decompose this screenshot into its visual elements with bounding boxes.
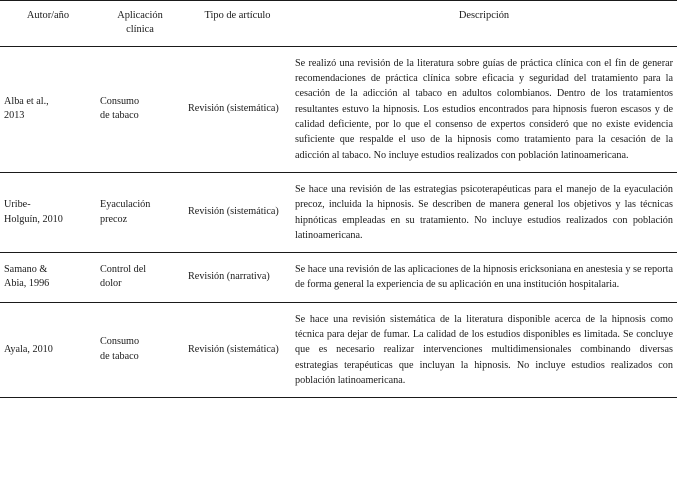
cell-tipo-de-articulo: Revisión (sistemática)	[184, 172, 291, 252]
cell-autor-line2: Holguín, 2010	[4, 213, 63, 225]
column-header-autor-ano-label: Autor/año	[26, 10, 70, 21]
cell-autor-ano	[0, 46, 96, 172]
cell-aplicacion-line1: Control del	[100, 263, 147, 275]
cell-aplicacion-line2: precoz	[100, 213, 128, 225]
cell-tipo-de-articulo: Revisión (sistemática)	[184, 46, 291, 172]
cell-tipo-de-articulo: Revisión (narrativa)	[184, 253, 291, 303]
cell-aplicacion-clinica	[96, 253, 184, 303]
cell-aplicacion-line1: Consumo	[100, 336, 140, 348]
column-header-descripcion	[291, 1, 677, 47]
cell-tipo-de-articulo: Revisión (sistemática)	[184, 302, 291, 397]
table-row	[0, 46, 677, 172]
table-row	[0, 172, 677, 252]
cell-descripcion: Se hace una revisión sistemática de la literatura disponible acerca de la hipnosis como técnica para dejar de fumar. La calidad de los estudios disponibles es limitada. Se concluye que es necesario realizar intervenciones multidimensionales combinando diversas estrategias terapéuticas que incluyan la hipnosis. No incluye estudios realizados con población latinoamericana.	[291, 302, 677, 397]
cell-autor-ano	[0, 172, 96, 252]
table-row	[0, 302, 677, 397]
column-header-descripcion-label: Descripción	[458, 10, 510, 21]
column-header-aplicacion-clinica-line2: clínica	[126, 23, 154, 35]
cell-aplicacion-clinica	[96, 172, 184, 252]
cell-aplicacion-line2: dolor	[100, 278, 122, 290]
table-row	[0, 253, 677, 303]
table-body	[0, 46, 677, 397]
cell-aplicacion-clinica	[96, 302, 184, 397]
cell-autor-line2: 2013	[4, 110, 25, 122]
column-header-autor-ano	[0, 1, 96, 47]
column-header-tipo-de-articulo	[184, 1, 291, 47]
cell-autor-line1: Alba et al.,	[4, 95, 49, 107]
column-header-aplicacion-clinica	[96, 1, 184, 47]
column-header-tipo-de-articulo-label: Tipo de artículo	[204, 10, 271, 21]
cell-autor-line1: Ayala, 2010	[4, 343, 53, 355]
table-header	[0, 1, 677, 47]
cell-aplicacion-line1: Eyaculación	[100, 198, 151, 210]
cell-descripcion: Se realizó una revisión de la literatura sobre guías de práctica clínica con el fin de generar recomendaciones de práctica clínica sobre eficacia y seguridad del tratamiento para la cesación de la adicción al tabaco en adultos colombianos. Dentro de los tratamientos resultantes estuvo la hipnosis. Los estudios encontrados para hipnosis fueron escasos y de calidad deficiente, por lo que el consenso de expertos consideró que no existe evidencia suficiente que respalde el uso de la hipnosis como tratamiento para la cesación de la adicción al tabaco. No incluye estudios realizados con población latinoamericana.	[291, 46, 677, 172]
cell-descripcion: Se hace una revisión de las aplicaciones de la hipnosis ericksoniana en anestesia y se reporta de forma general la experiencia de su aplicación en una institución hospitalaria.	[291, 253, 677, 303]
header-row	[0, 1, 677, 47]
cell-aplicacion-line2: de tabaco	[100, 110, 139, 122]
column-header-aplicacion-clinica-line1: Aplicación	[117, 10, 163, 21]
cell-autor-line1: Samano &	[4, 263, 48, 275]
cell-aplicacion-clinica	[96, 46, 184, 172]
cell-autor-line2: Abia, 1996	[4, 278, 50, 290]
cell-aplicacion-line1: Consumo	[100, 95, 140, 107]
cell-aplicacion-line2: de tabaco	[100, 350, 139, 362]
cell-autor-ano	[0, 253, 96, 303]
cell-autor-line1: Uribe-	[4, 198, 31, 210]
cell-autor-ano	[0, 302, 96, 397]
cell-descripcion: Se hace una revisión de las estrategias psicoterapéuticas para el manejo de la eyaculación precoz, incluida la hipnosis. Se describen de manera general los objetivos y las técnicas hipnóticas empleadas en su tratamiento. No incluye estudios realizados con población latinoamericana.	[291, 172, 677, 252]
